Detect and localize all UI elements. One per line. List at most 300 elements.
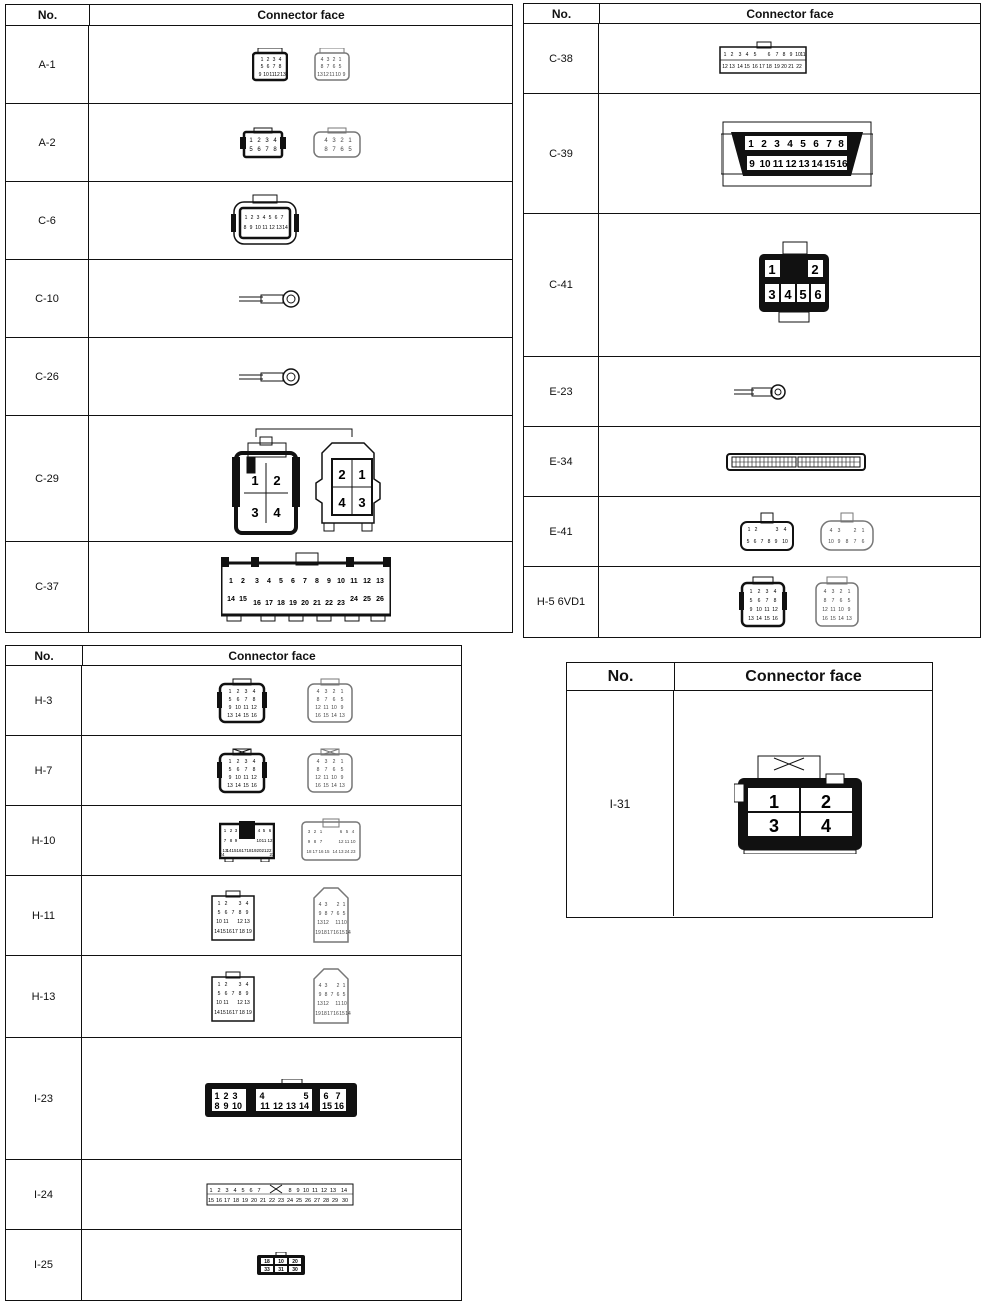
pin-label: 3 xyxy=(768,815,780,836)
connector-diagram-mating xyxy=(306,967,356,1027)
svg-text:3: 3 xyxy=(358,494,366,510)
svg-text:13: 13 xyxy=(846,616,852,622)
pin-label: 5 xyxy=(303,1090,309,1101)
connector-number: E-34 xyxy=(524,427,599,496)
pin-label: 1 xyxy=(223,827,227,833)
pin-label: 4 xyxy=(787,138,793,150)
pin-label: 15 xyxy=(220,1009,226,1016)
pin-label: 6 xyxy=(813,138,819,150)
pin-label: 11 xyxy=(223,918,229,925)
table-header xyxy=(524,4,980,24)
svg-text:5: 5 xyxy=(342,991,346,998)
pin-label: 6 xyxy=(291,578,295,585)
svg-text:17: 17 xyxy=(312,848,318,854)
pin-label: 12 xyxy=(251,774,257,781)
pin-label: 12 xyxy=(251,704,257,711)
svg-text:1: 1 xyxy=(342,982,346,989)
svg-text:4: 4 xyxy=(318,901,322,908)
svg-text:3: 3 xyxy=(324,758,328,765)
pin-label: 9 xyxy=(749,607,753,613)
svg-text:2: 2 xyxy=(332,688,336,695)
pin-label: 9 xyxy=(234,837,238,843)
pin-label: 18 xyxy=(246,847,252,853)
connector-number: C-38 xyxy=(524,24,599,93)
connector-diagram-mating xyxy=(314,48,350,82)
svg-text:15: 15 xyxy=(339,929,345,936)
pin-label: 3 xyxy=(256,214,260,221)
pin-label: 6 xyxy=(266,63,269,70)
svg-text:7: 7 xyxy=(324,766,328,773)
pin-label: 3 xyxy=(251,504,259,520)
pin-label: 4 xyxy=(245,981,249,988)
pin-label: 15 xyxy=(824,158,836,170)
svg-text:15: 15 xyxy=(339,1010,345,1017)
svg-text:1: 1 xyxy=(340,758,344,765)
pin-label: 21 xyxy=(788,63,794,70)
pin-label: 17 xyxy=(223,1197,231,1204)
pin-label: 6 xyxy=(224,909,228,916)
svg-text:10: 10 xyxy=(334,71,341,78)
pin-label: 1 xyxy=(251,472,259,488)
connector-diagram xyxy=(256,1252,306,1278)
pin-label: 5 xyxy=(749,598,753,604)
pin-label: 2 xyxy=(820,791,832,812)
connector-number: E-23 xyxy=(524,357,599,426)
table-row xyxy=(6,26,512,104)
svg-text:8: 8 xyxy=(845,538,849,545)
pin-label: 6 xyxy=(268,827,272,833)
pin-label: 3 xyxy=(272,56,275,63)
table-row xyxy=(6,876,461,956)
connector-number: H-7 xyxy=(6,736,82,805)
pin-label: 22 xyxy=(325,600,333,607)
pin-label: 24 xyxy=(219,851,225,857)
svg-text:15: 15 xyxy=(323,712,329,719)
pin-label: 10 xyxy=(216,918,222,925)
pin-label: 29 xyxy=(331,1197,339,1204)
pin-label: 6 xyxy=(236,766,240,773)
pin-label: 11 xyxy=(764,607,770,613)
pin-label: 13 xyxy=(729,63,735,70)
pin-label: 4 xyxy=(272,137,277,144)
svg-text:1: 1 xyxy=(338,56,341,63)
connector-face xyxy=(89,26,512,103)
table-row xyxy=(6,1038,461,1160)
svg-text:8: 8 xyxy=(313,838,317,844)
pin-label: 2 xyxy=(241,578,245,585)
connector-diagram xyxy=(739,576,787,628)
svg-text:14: 14 xyxy=(331,782,337,789)
svg-text:9: 9 xyxy=(318,910,322,917)
pin-label: 10 xyxy=(337,578,345,585)
pin-label: 25 xyxy=(363,596,371,603)
connector-face xyxy=(89,338,512,415)
pin-label: 24 xyxy=(350,596,358,603)
pin-label: 18 xyxy=(232,1197,240,1204)
connector-face-column-header: Connector face xyxy=(257,8,345,22)
pin-label: 13 xyxy=(276,224,282,231)
connector-face xyxy=(82,1230,461,1300)
svg-text:19: 19 xyxy=(315,929,321,936)
svg-text:14: 14 xyxy=(345,1010,351,1017)
svg-text:4: 4 xyxy=(316,688,320,695)
pin-label: 19 xyxy=(241,1197,249,1204)
connector-number: I-25 xyxy=(6,1230,82,1300)
svg-text:9: 9 xyxy=(340,704,344,711)
svg-text:9: 9 xyxy=(847,607,851,613)
pin-label: 8 xyxy=(229,837,233,843)
pin-label: 8 xyxy=(252,696,256,703)
pin-label: 4 xyxy=(262,214,266,221)
pin-label: 16 xyxy=(226,1009,232,1016)
pin-label: 3 xyxy=(238,981,242,988)
pin-label: 22 xyxy=(268,1197,276,1204)
pin-label: 9 xyxy=(245,909,249,916)
pin-label: 10 xyxy=(759,158,771,170)
table-row xyxy=(6,1230,461,1300)
pin-label: 4 xyxy=(745,51,749,58)
connector-face-column-header: Connector face xyxy=(745,667,862,685)
svg-text:23: 23 xyxy=(350,848,356,854)
svg-text:16: 16 xyxy=(822,616,828,622)
pin-label: 3 xyxy=(768,287,776,302)
pin-label: 4 xyxy=(820,815,832,836)
pin-label: 15 xyxy=(207,1197,215,1204)
no-column-header: No. xyxy=(6,646,83,665)
pin-label: 3 xyxy=(234,827,238,833)
pin-label: 3 xyxy=(232,1090,238,1101)
pin-label: 4 xyxy=(257,827,261,833)
pin-label: 9 xyxy=(245,990,249,997)
pin-label: 1 xyxy=(768,262,776,277)
svg-text:8: 8 xyxy=(823,598,827,604)
pin-label: 6 xyxy=(249,1187,253,1194)
connector-diagram-mating xyxy=(312,127,362,159)
pin-label: 11 xyxy=(268,71,275,78)
svg-text:15: 15 xyxy=(830,616,836,622)
pin-label: 4 xyxy=(233,1187,237,1194)
pin-label: 19 xyxy=(774,63,780,70)
pin-label: 12 xyxy=(273,71,280,78)
pin-label: 21 xyxy=(261,847,267,853)
svg-text:12: 12 xyxy=(315,774,321,781)
pin-label: 14 xyxy=(340,1187,348,1194)
svg-text:3: 3 xyxy=(831,589,835,595)
connector-number: I-23 xyxy=(6,1038,82,1159)
connector-face xyxy=(599,567,980,637)
pin-label: 10 xyxy=(231,1100,243,1111)
svg-text:3: 3 xyxy=(324,688,328,695)
connector-face xyxy=(82,806,461,875)
connector-diagram xyxy=(231,194,299,248)
svg-text:10: 10 xyxy=(838,607,844,613)
connector-diagram-mating xyxy=(819,512,875,552)
pin-label: 8 xyxy=(838,138,844,150)
connector-diagram xyxy=(219,820,275,862)
pin-label: 7 xyxy=(244,696,248,703)
pin-label: 23 xyxy=(269,851,275,857)
pin-label: 15 xyxy=(243,712,249,719)
pin-label: 11 xyxy=(312,1187,318,1194)
pin-label: 5 xyxy=(228,766,232,773)
pin-label: 3 xyxy=(765,589,769,595)
svg-text:12: 12 xyxy=(822,607,828,613)
table-row xyxy=(6,542,512,632)
pin-label: 4 xyxy=(267,578,271,585)
connector-number: H-3 xyxy=(6,666,82,735)
svg-text:19: 19 xyxy=(315,1010,321,1017)
pin-label: 10 xyxy=(255,224,261,231)
svg-text:6: 6 xyxy=(336,910,340,917)
pin-label: 11 xyxy=(262,224,268,231)
pin-label: 2 xyxy=(811,262,819,277)
pin-label: 3 xyxy=(225,1187,229,1194)
svg-text:16: 16 xyxy=(333,929,339,936)
svg-text:13: 13 xyxy=(316,71,323,78)
svg-text:7: 7 xyxy=(331,146,336,153)
svg-text:2: 2 xyxy=(332,758,336,765)
svg-text:18: 18 xyxy=(306,848,312,854)
connector-face xyxy=(89,260,512,337)
connector-diagram xyxy=(240,127,286,159)
connector-diagram xyxy=(726,452,866,472)
pin-label: 16 xyxy=(251,782,257,789)
connector-diagram xyxy=(757,240,831,330)
svg-text:15: 15 xyxy=(324,848,330,854)
pin-label: 6 xyxy=(757,598,761,604)
table-row xyxy=(524,497,980,567)
svg-text:18: 18 xyxy=(321,1010,327,1017)
pin-label: 4 xyxy=(773,589,777,595)
connector-diagram xyxy=(734,754,866,854)
pin-label: 2 xyxy=(730,51,734,58)
svg-text:17: 17 xyxy=(327,929,333,936)
svg-text:2: 2 xyxy=(332,56,335,63)
connector-number: H-10 xyxy=(6,806,82,875)
pin-label: 12 xyxy=(267,837,273,843)
pin-label: 20 xyxy=(292,1259,298,1265)
svg-text:10: 10 xyxy=(350,838,356,844)
pin-label: 16 xyxy=(236,847,242,853)
pin-label: 4 xyxy=(783,526,787,533)
pin-label: 19 xyxy=(251,847,257,853)
pin-label: 7 xyxy=(272,63,275,70)
pin-label: 1 xyxy=(244,214,248,221)
pin-label: 3 xyxy=(738,51,742,58)
pin-label: 14 xyxy=(235,782,241,789)
table-header xyxy=(567,663,932,691)
pin-label: 7 xyxy=(264,146,269,153)
pin-label: 8 xyxy=(315,578,319,585)
connector-diagram-mating xyxy=(301,818,361,864)
svg-text:4: 4 xyxy=(318,982,322,989)
svg-text:8: 8 xyxy=(316,766,320,773)
svg-text:7: 7 xyxy=(319,838,323,844)
pin-label: 26 xyxy=(304,1197,312,1204)
pin-label: 16 xyxy=(215,1197,223,1204)
pin-label: 9 xyxy=(249,224,253,231)
pin-label: 10 xyxy=(235,774,241,781)
no-column-header: No. xyxy=(6,5,90,25)
connector-number: A-1 xyxy=(6,26,89,103)
ring-terminal-icon xyxy=(239,289,301,309)
table-row xyxy=(6,666,461,736)
svg-text:14: 14 xyxy=(331,712,337,719)
connector-face xyxy=(82,1160,461,1229)
pin-label: 11 xyxy=(243,774,249,781)
pin-label: 7 xyxy=(280,214,284,221)
svg-text:15: 15 xyxy=(323,782,329,789)
pin-label: 20 xyxy=(301,600,309,607)
svg-text:18: 18 xyxy=(321,929,327,936)
pin-label: 9 xyxy=(749,158,755,170)
pin-label: 11 xyxy=(350,578,358,585)
connector-face xyxy=(599,427,980,496)
svg-text:13: 13 xyxy=(317,1000,323,1007)
pin-label: 7 xyxy=(826,138,832,150)
table-row xyxy=(6,260,512,338)
svg-text:11: 11 xyxy=(328,71,335,78)
pin-label: 25 xyxy=(295,1197,303,1204)
pin-label: 8 xyxy=(278,63,281,70)
svg-text:2: 2 xyxy=(313,828,317,834)
pin-label: 10 xyxy=(782,538,788,545)
pin-label: 19 xyxy=(246,1009,252,1016)
pin-label: 13 xyxy=(376,578,384,585)
pin-label: 8 xyxy=(238,909,242,916)
pin-label: 14 xyxy=(811,158,823,170)
pin-label: 28 xyxy=(322,1197,330,1204)
pin-label: 13 xyxy=(285,1100,297,1111)
pin-label: 3 xyxy=(244,688,248,695)
pin-label: 4 xyxy=(784,287,792,302)
pin-label: 18 xyxy=(239,1009,245,1016)
connector-diagram-mating xyxy=(305,748,355,794)
pin-label: 5 xyxy=(799,287,807,302)
connector-face xyxy=(599,214,980,356)
svg-text:2: 2 xyxy=(336,901,340,908)
svg-text:10: 10 xyxy=(341,1000,347,1007)
svg-text:1: 1 xyxy=(340,688,344,695)
pin-label: 5 xyxy=(753,51,757,58)
table-row xyxy=(6,1160,461,1230)
pin-label: 6 xyxy=(236,696,240,703)
pin-label: 1 xyxy=(260,56,263,63)
pin-label: 1 xyxy=(217,900,221,907)
svg-text:9: 9 xyxy=(837,538,841,545)
connector-face xyxy=(82,876,461,955)
pin-label: 12 xyxy=(722,63,728,70)
pin-label: 8 xyxy=(767,538,771,545)
connector-table-3 xyxy=(5,645,462,1301)
svg-text:3: 3 xyxy=(307,828,311,834)
table-row xyxy=(524,24,980,94)
svg-text:5: 5 xyxy=(345,828,349,834)
table-header xyxy=(6,646,461,666)
connector-diagram xyxy=(204,1079,358,1119)
pin-label: 5 xyxy=(241,1187,245,1194)
pin-label: 2 xyxy=(256,137,261,144)
svg-text:3: 3 xyxy=(331,137,336,144)
pin-label: 6 xyxy=(753,538,757,545)
pin-label: 33 xyxy=(264,1267,270,1273)
ring-terminal-icon xyxy=(734,383,786,401)
pin-label: 11 xyxy=(243,704,249,711)
svg-text:10: 10 xyxy=(331,774,337,781)
svg-text:12: 12 xyxy=(323,1000,329,1007)
svg-text:4: 4 xyxy=(823,589,827,595)
pin-label: 5 xyxy=(217,990,221,997)
pin-label: 11 xyxy=(261,837,267,843)
pin-label: 12 xyxy=(320,1187,328,1194)
pin-label: 5 xyxy=(217,909,221,916)
pin-label: 1 xyxy=(209,1187,213,1194)
pin-label: 20 xyxy=(250,1197,258,1204)
svg-text:7: 7 xyxy=(853,538,857,545)
pin-label: 8 xyxy=(243,224,247,231)
svg-text:10: 10 xyxy=(331,704,337,711)
pin-label: 31 xyxy=(278,1267,284,1273)
pin-label: 8 xyxy=(272,146,277,153)
connector-diagram xyxy=(210,971,256,1023)
pin-label: 12 xyxy=(272,1100,284,1111)
pin-label: 14 xyxy=(226,847,232,853)
pin-label: 18 xyxy=(239,928,245,935)
svg-text:12: 12 xyxy=(323,919,329,926)
pin-label: 17 xyxy=(232,928,238,935)
pin-label: 17 xyxy=(759,63,765,70)
connector-number: C-41 xyxy=(524,214,599,356)
pin-label: 13 xyxy=(748,616,754,622)
pin-label: 2 xyxy=(229,827,233,833)
pin-label: 9 xyxy=(327,578,331,585)
connector-table-4 xyxy=(566,662,933,918)
pin-label: 2 xyxy=(236,758,240,765)
pin-label: 1 xyxy=(747,526,751,533)
pin-label: 2 xyxy=(224,900,228,907)
svg-text:1: 1 xyxy=(342,901,346,908)
pin-label: 8 xyxy=(214,1100,220,1111)
pin-label: 9 xyxy=(296,1187,300,1194)
connector-number: A-2 xyxy=(6,104,89,181)
pin-label: 9 xyxy=(228,704,232,711)
svg-text:13: 13 xyxy=(317,919,323,926)
pin-label: 15 xyxy=(243,782,249,789)
svg-text:2: 2 xyxy=(336,982,340,989)
pin-label: 2 xyxy=(754,526,758,533)
svg-text:8: 8 xyxy=(320,63,323,70)
pin-label: 13 xyxy=(222,847,228,853)
pin-label: 6 xyxy=(274,214,278,221)
connector-diagram-mating xyxy=(813,576,861,628)
pin-label: 10 xyxy=(256,837,262,843)
svg-text:11: 11 xyxy=(335,1000,341,1007)
pin-label: 8 xyxy=(773,598,777,604)
ring-terminal-icon xyxy=(239,367,301,387)
pin-label: 8 xyxy=(238,990,242,997)
pin-label: 5 xyxy=(228,696,232,703)
svg-text:12: 12 xyxy=(338,838,344,844)
pin-label: 22 xyxy=(796,63,802,70)
pin-label: 1 xyxy=(217,981,221,988)
table-row xyxy=(524,567,980,637)
pin-label: 10 xyxy=(756,607,762,613)
pin-label: 1 xyxy=(748,138,754,150)
table-row xyxy=(567,691,932,916)
svg-text:10: 10 xyxy=(828,538,834,545)
connector-face xyxy=(599,357,980,426)
pin-label: 3 xyxy=(244,758,248,765)
